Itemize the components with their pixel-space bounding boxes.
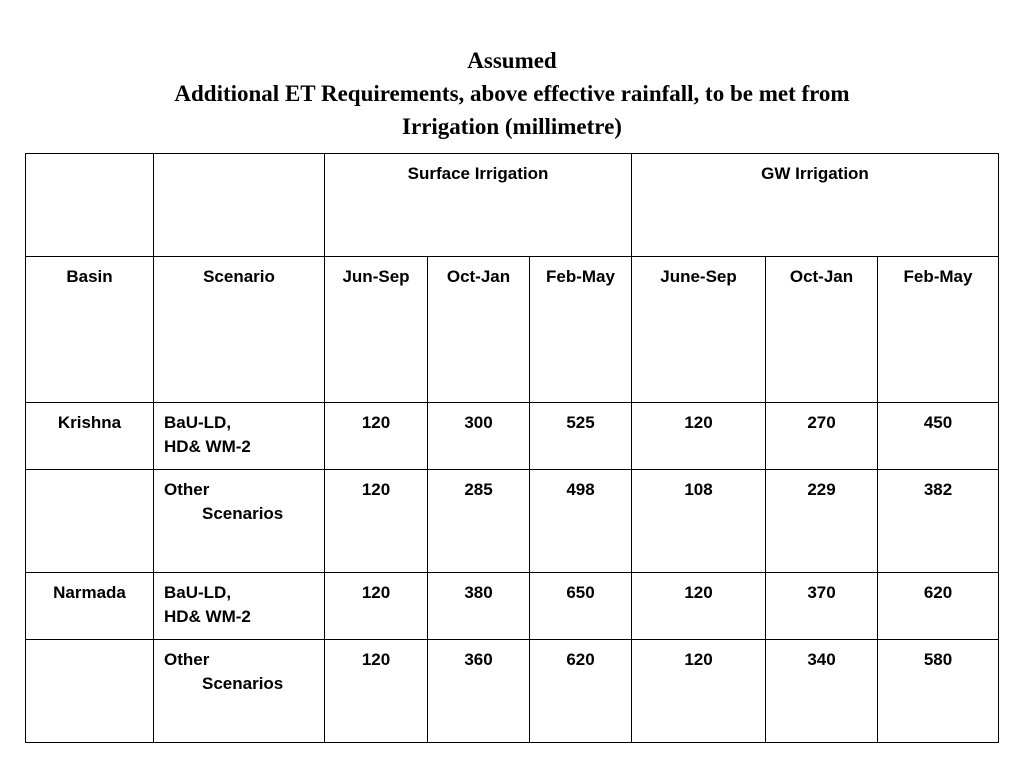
value-cell: 120 — [325, 640, 428, 743]
scenario-line-1: Other — [164, 650, 210, 669]
empty-header-cell — [26, 154, 154, 257]
value-cell: 450 — [878, 403, 999, 470]
value-cell: 120 — [632, 640, 766, 743]
value-cell: 120 — [632, 573, 766, 640]
scenario-line-2: HD& WM-2 — [164, 607, 251, 626]
table-row — [26, 573, 999, 640]
scenario-line-2: HD& WM-2 — [164, 437, 251, 456]
value-cell: 340 — [766, 640, 878, 743]
table-row — [26, 640, 999, 743]
basin-cell: Narmada — [26, 573, 154, 640]
scenario-line-2: Scenarios — [202, 504, 284, 523]
value-cell: 300 — [428, 403, 530, 470]
scenario-line-2: Scenarios — [202, 674, 284, 693]
scenario-cell — [154, 470, 325, 573]
value-cell: 360 — [428, 640, 530, 743]
value-cell: 382 — [878, 470, 999, 573]
scenario-cell — [154, 573, 325, 640]
value-cell: 370 — [766, 573, 878, 640]
page-title — [0, 44, 1024, 143]
column-header-row — [26, 257, 999, 403]
value-cell: 498 — [530, 470, 632, 573]
surface-irrigation-header: Surface Irrigation — [325, 154, 632, 257]
value-cell: 620 — [878, 573, 999, 640]
value-cell: 108 — [632, 470, 766, 573]
value-cell: 120 — [325, 470, 428, 573]
basin-cell — [26, 640, 154, 743]
value-cell: 285 — [428, 470, 530, 573]
value-cell: 120 — [632, 403, 766, 470]
column-header-gw-june-sep: June-Sep — [632, 257, 766, 403]
column-header-basin: Basin — [26, 257, 154, 403]
empty-header-cell — [154, 154, 325, 257]
scenario-cell — [154, 640, 325, 743]
scenario-line-1: BaU-LD, — [164, 413, 232, 432]
table-row — [26, 403, 999, 470]
title-line-2: Additional ET Requirements, above effective rainfall, to be met from — [174, 81, 850, 106]
value-cell: 120 — [325, 403, 428, 470]
basin-cell: Krishna — [26, 403, 154, 470]
table-row — [26, 470, 999, 573]
column-header-surface-jun-sep: Jun-Sep — [325, 257, 428, 403]
value-cell: 380 — [428, 573, 530, 640]
column-header-surface-oct-jan: Oct-Jan — [428, 257, 530, 403]
column-header-gw-feb-may: Feb-May — [878, 257, 999, 403]
scenario-line-1: BaU-LD, — [164, 583, 232, 602]
value-cell: 650 — [530, 573, 632, 640]
column-header-scenario: Scenario — [154, 257, 325, 403]
gw-irrigation-header: GW Irrigation — [632, 154, 999, 257]
scenario-cell — [154, 403, 325, 470]
group-header-row — [26, 154, 999, 257]
et-requirements-table — [25, 153, 999, 743]
value-cell: 580 — [878, 640, 999, 743]
value-cell: 120 — [325, 573, 428, 640]
title-line-1: Assumed — [467, 48, 557, 73]
value-cell: 229 — [766, 470, 878, 573]
value-cell: 620 — [530, 640, 632, 743]
value-cell: 270 — [766, 403, 878, 470]
basin-cell — [26, 470, 154, 573]
value-cell: 525 — [530, 403, 632, 470]
title-line-3: Irrigation (millimetre) — [402, 114, 622, 139]
column-header-gw-oct-jan: Oct-Jan — [766, 257, 878, 403]
scenario-line-1: Other — [164, 480, 210, 499]
column-header-surface-feb-may: Feb-May — [530, 257, 632, 403]
